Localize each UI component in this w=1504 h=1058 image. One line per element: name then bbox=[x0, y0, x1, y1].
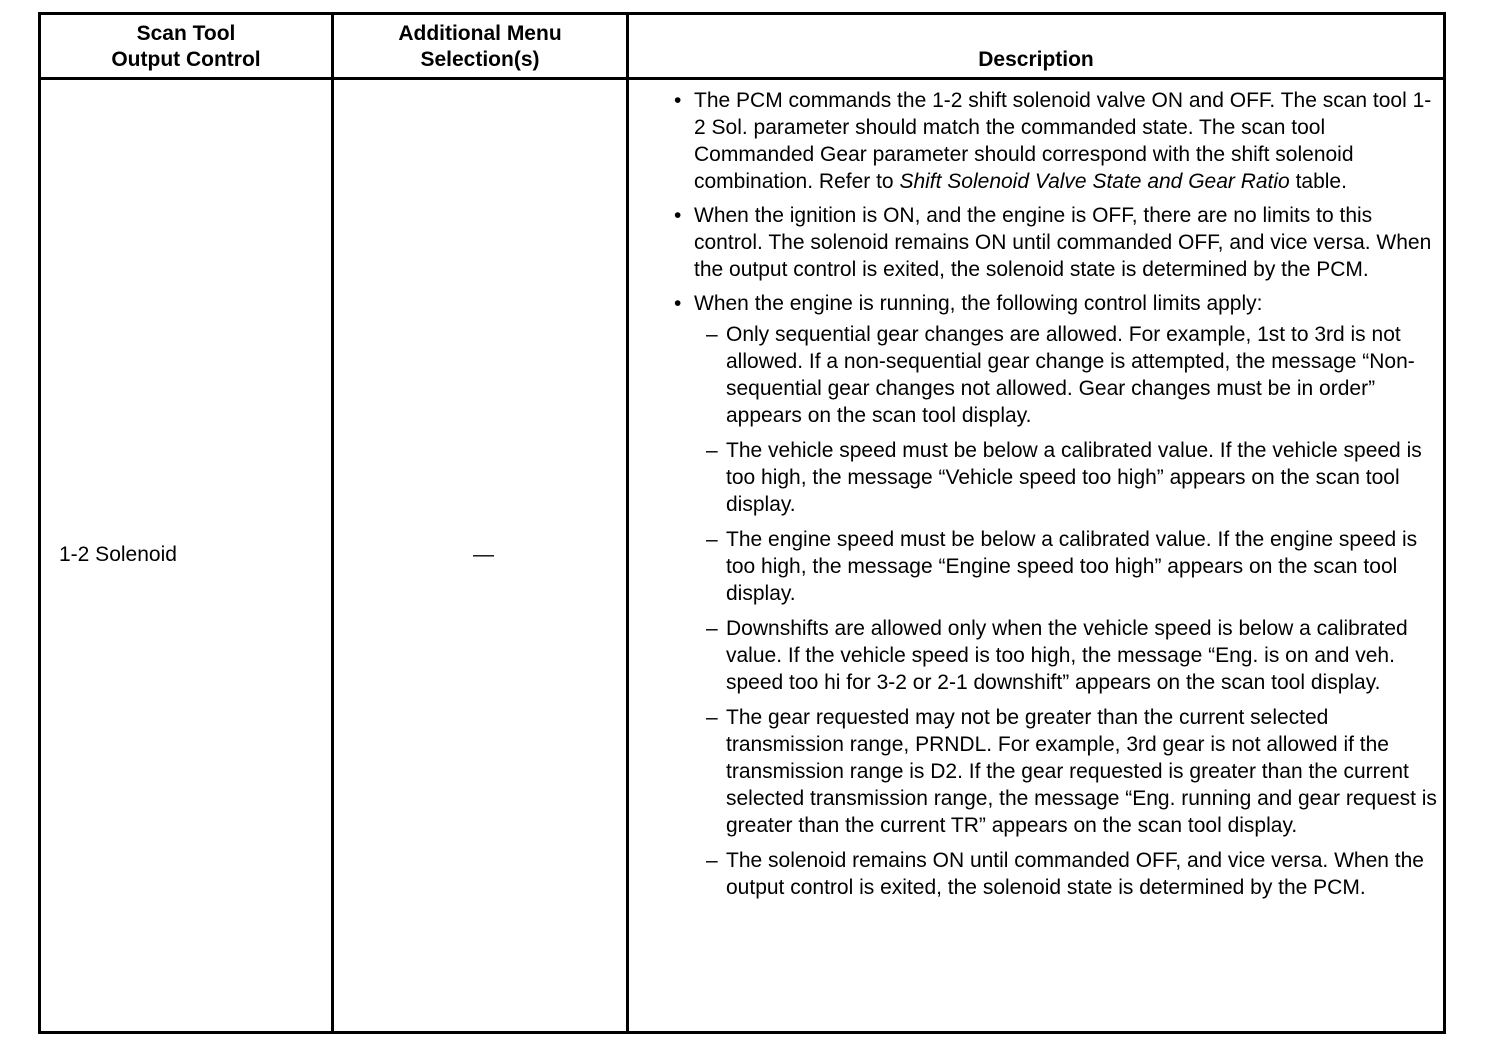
bullet-icon: • bbox=[674, 89, 682, 112]
output-control-cell: 1-2 Solenoid bbox=[59, 543, 177, 566]
header-line: Description bbox=[978, 48, 1094, 71]
column-divider bbox=[626, 15, 629, 1031]
output-control-table bbox=[38, 12, 1446, 1034]
sub-item bbox=[668, 526, 1438, 607]
header-line: Additional Menu bbox=[398, 22, 562, 45]
sub-item bbox=[668, 321, 1438, 429]
sub-item bbox=[668, 847, 1438, 901]
sub-item-text: The engine speed must be below a calibrated value. If the engine speed is too high, the message “Engine speed too high” appears on the scan tool display. bbox=[726, 528, 1418, 605]
sub-item bbox=[668, 437, 1438, 518]
header-scan-tool-output-control bbox=[41, 15, 331, 77]
bullet-item bbox=[668, 87, 1438, 195]
dash-icon: – bbox=[706, 528, 718, 551]
sub-item-text: The gear requested may not be greater than the current selected transmission range, PRNDL. For example, 3rd gear is not allowed if the transmission range is D2. If the gear requested is greater than the current selected transmission range, the message “Eng. running and gear request is greater than the current TR” appears on the scan tool display. bbox=[726, 706, 1437, 837]
bullet-item bbox=[668, 202, 1438, 283]
header-line: Scan Tool bbox=[136, 22, 236, 45]
sub-item-text: Downshifts are allowed only when the vehicle speed is below a calibrated value. If the vehicle speed is too high, the message “Eng. is on and veh. speed too hi for 3-2 or 2-1 downshift” appears on the scan tool display. bbox=[726, 617, 1408, 694]
dash-icon: – bbox=[706, 439, 718, 462]
bullet-text: When the engine is running, the following control limits apply: bbox=[694, 292, 1263, 315]
bullet-item bbox=[668, 290, 1438, 317]
bullet-icon: • bbox=[674, 292, 682, 315]
header-additional-menu-selections bbox=[334, 15, 626, 77]
sub-item bbox=[668, 615, 1438, 696]
header-line: Output Control bbox=[111, 48, 261, 71]
sub-item-text: The solenoid remains ON until commanded OFF, and vice versa. When the output control is exited, the solenoid state is determined by the PCM. bbox=[726, 849, 1424, 899]
dash-icon: – bbox=[706, 323, 718, 346]
bullet-text: When the ignition is ON, and the engine is OFF, there are no limits to this control. The solenoid remains ON until commanded OFF, and vice versa. When the output control is exited, the solenoid state is determined by the PCM. bbox=[694, 204, 1432, 281]
dash-icon: – bbox=[706, 849, 718, 872]
dash-icon: – bbox=[706, 706, 718, 729]
sub-item bbox=[668, 704, 1438, 839]
description-cell bbox=[668, 87, 1438, 909]
table-reference: Shift Solenoid Valve State and Gear Ratio bbox=[899, 170, 1290, 193]
column-divider bbox=[331, 15, 334, 1031]
header-description bbox=[629, 15, 1443, 77]
dash-icon: – bbox=[706, 617, 718, 640]
header-divider bbox=[41, 77, 1443, 80]
sub-item-text: The vehicle speed must be below a calibrated value. If the vehicle speed is too high, the message “Vehicle speed too high” appears on the scan tool display. bbox=[726, 439, 1422, 516]
bullet-icon: • bbox=[674, 204, 682, 227]
header-line: Selection(s) bbox=[420, 48, 540, 71]
menu-selection-cell: — bbox=[473, 543, 494, 566]
bullet-text: The PCM commands the 1-2 shift solenoid valve ON and OFF. The scan tool 1-2 Sol. parameter should match the commanded state. The scan tool Commanded Gear parameter should correspond with the shift solenoid combination. Refer to Shift Solenoid Valve State and Gear Ratio table. bbox=[694, 89, 1432, 193]
sub-item-text: Only sequential gear changes are allowed. For example, 1st to 3rd is not allowed. If a non-sequential gear change is attempted, the message “Non-sequential gear changes not allowed. Gear changes must be in order” appears on the scan tool display. bbox=[726, 323, 1415, 427]
